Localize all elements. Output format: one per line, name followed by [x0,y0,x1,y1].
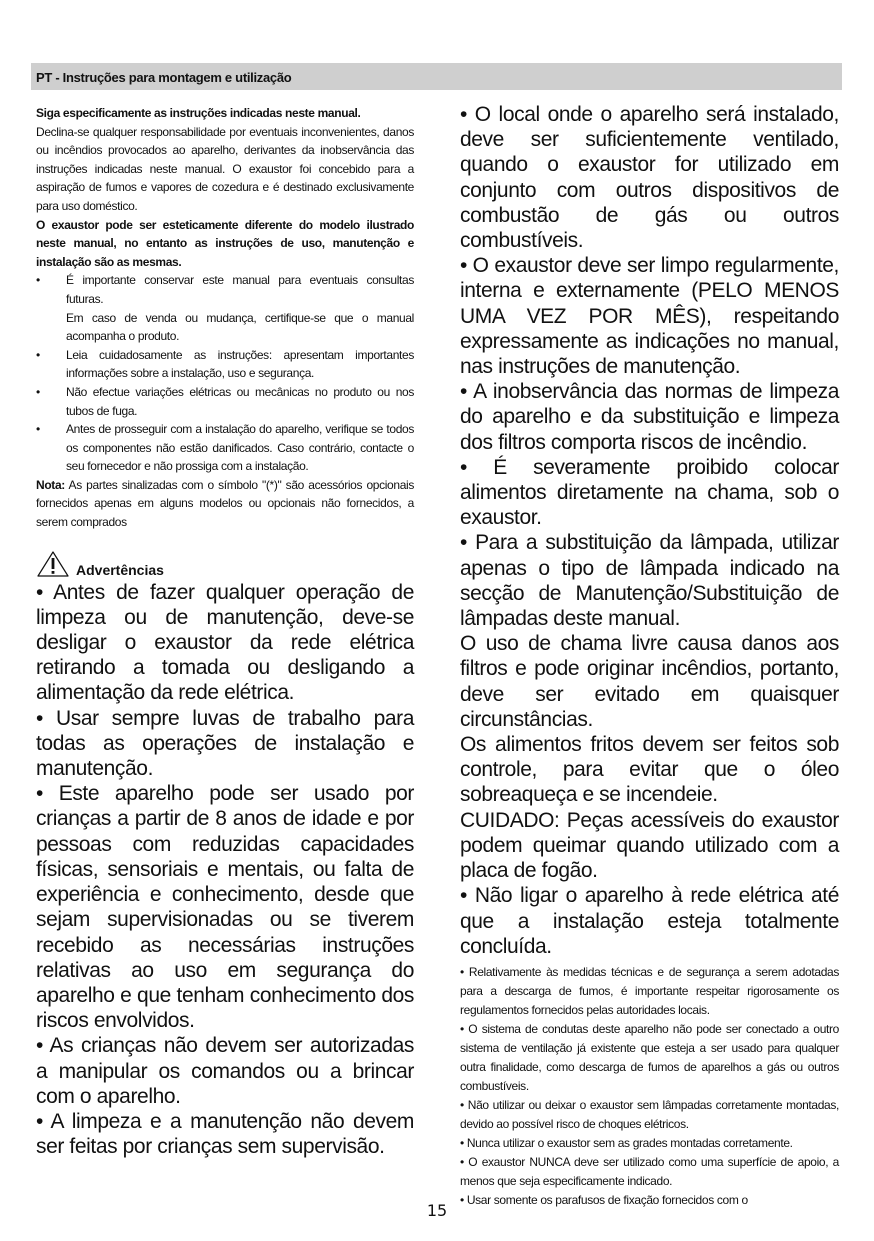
right-column [460,102,839,1210]
safety-note: • Relativamente às medidas técnicas e de segurança a serem adotadas para a descarga de fumos, é importante respeitar rigorosamente os regulamentos fornecidos pelas autoridades locais. [460,964,839,1017]
safety-item: Os alimentos fritos devem ser feitos sob controle, para evitar que o óleo sobreaqueça e se incendeie. [460,733,839,807]
model-notice: O exaustor pode ser esteticamente diferente do modelo ilustrado neste manual, no entanto as instruções de uso, manutenção e instalação são as mesmas. [36,217,414,269]
section-title: PT - Instruções para montagem e utilização [36,70,292,85]
safety-item: • Para a substituição da lâmpada, utilizar apenas o tipo de lâmpada indicado na secção de Manutenção/Substituição de lâmpadas deste manual. [460,531,839,631]
note-paragraph [36,476,414,532]
note-label: Nota: [36,477,65,492]
list-item-text: Não efectue variações elétricas ou mecânicas no produto ou nos tubos de fuga. [66,384,414,418]
intro-text: Declina-se qualquer responsabilidade por eventuais inconvenientes, danos ou incêndios provocados ao aparelho, derivantes da inobservância das instruções indicadas neste manual. O exaustor foi concebido para a aspiração de fumos e vapores de cozedura e é destinado exclusivamente para uso doméstico. [36,124,414,213]
safety-item: • O local onde o aparelho será instalado, deve ser suficientemente ventilado, quando o exaustor for utilizado em conjunto com outros dispositivos de combustão de gás ou outros combustíveis. [460,103,839,253]
safety-item: CUIDADO: Peças acessíveis do exaustor podem queimar quando utilizado com a placa de fogão. [460,808,839,883]
safety-note: • Não utilizar ou deixar o exaustor sem lâmpadas corretamente montadas, devido ao possível risco de choques elétricos. [460,1097,839,1131]
safety-note: • O sistema de condutas deste aparelho não pode ser conectado a outro sistema de ventilação já existente que esteja a ser usado para qualquer outra finalidade, como descarga de fumos de aparelhos a gás ou outros combustíveis. [460,1021,839,1093]
left-column [36,104,414,1159]
warning-item: • As crianças não devem ser autorizadas a manipular os comandos ou a brincar com o aparelho. [36,1034,414,1108]
safety-item: • É severamente proibido colocar alimentos diretamente na chama, sob o exaustor. [460,455,839,530]
intro-section [36,104,414,532]
safety-item: O uso de chama livre causa danos aos filtros e pode originar incêndios, portanto, deve ser evitado em quaisquer circunstâncias. [460,632,839,731]
warning-item: • Usar sempre luvas de trabalho para todas as operações de instalação e manutenção. [36,706,414,781]
note-text: As partes sinalizadas com o símbolo "(*)" são acessórios opcionais fornecidos apenas em alguns modelos ou opcionais não fornecidos, a serem comprados [36,477,414,530]
warnings-title: Advertências [76,561,164,578]
section-header-bar [31,63,842,90]
intro-bold-text: Siga especificamente as instruções indicadas neste manual. [36,106,361,120]
list-item-subtext: Em caso de venda ou mudança, certifique-se que o manual acompanha o produto. [66,310,414,344]
safety-list-large [460,102,839,959]
safety-note: • Nunca utilizar o exaustor sem as grades montadas corretamente. [460,1135,793,1150]
warning-item: • Este aparelho pode ser usado por crianças a partir de 8 anos de idade e por pessoas com reduzidas capacidades físicas, sensoriais e mentais, ou falta de experiência e conhecimento, desde que sejam supervisionadas ou se tiverem recebido as necessárias instruções relativas ao uso em segurança do aparelho e que tenham conhecimento dos riscos envolvidos. [36,782,414,1033]
safety-item: • A inobservância das normas de limpeza do aparelho e da substituição e limpeza dos filtros comporta riscos de incêndio. [460,380,839,454]
safety-note: • Usar somente os parafusos de fixação fornecidos com o [460,1192,748,1207]
warning-triangle-icon [36,550,70,578]
list-item-text: Leia cuidadosamente as instruções: apresentam importantes informações sobre a instalação, uso e segurança. [66,347,414,381]
list-item [36,420,414,476]
safety-list-small [460,963,839,1210]
page-number: 15 [426,1201,448,1220]
warning-item: • A limpeza e a manutenção não devem ser feitas por crianças sem supervisão. [36,1109,414,1159]
safety-item: • Não ligar o aparelho à rede elétrica até que a instalação esteja totalmente concluída. [460,884,839,958]
list-item [36,346,414,383]
list-item-text: É importante conservar este manual para eventuais consultas futuras. [66,273,414,306]
list-item [36,383,414,420]
warnings-list [36,580,414,1160]
warnings-heading [36,550,414,578]
list-item [36,271,414,345]
safety-item: • O exaustor deve ser limpo regularmente, interna e externamente (PELO MENOS UMA VEZ POR MÊS), respeitando expressamente as indicações no manual, nas instruções de manutenção. [460,254,839,379]
warning-item: • Antes de fazer qualquer operação de limpeza ou de manutenção, deve-se desligar o exaustor da rede elétrica retirando a tomada ou desligando a alimentação da rede elétrica. [36,580,414,705]
list-item-text: Antes de prosseguir com a instalação do aparelho, verifique se todos os componentes não estão danificados. Caso contrário, contacte o seu fornecedor e não prossiga com a instalação. [66,422,414,474]
bullet-list [36,271,414,476]
intro-paragraph [36,104,414,216]
safety-note: • O exaustor NUNCA deve ser utilizado como uma superfície de apoio, a menos que seja especificamente indicado. [460,1154,839,1188]
